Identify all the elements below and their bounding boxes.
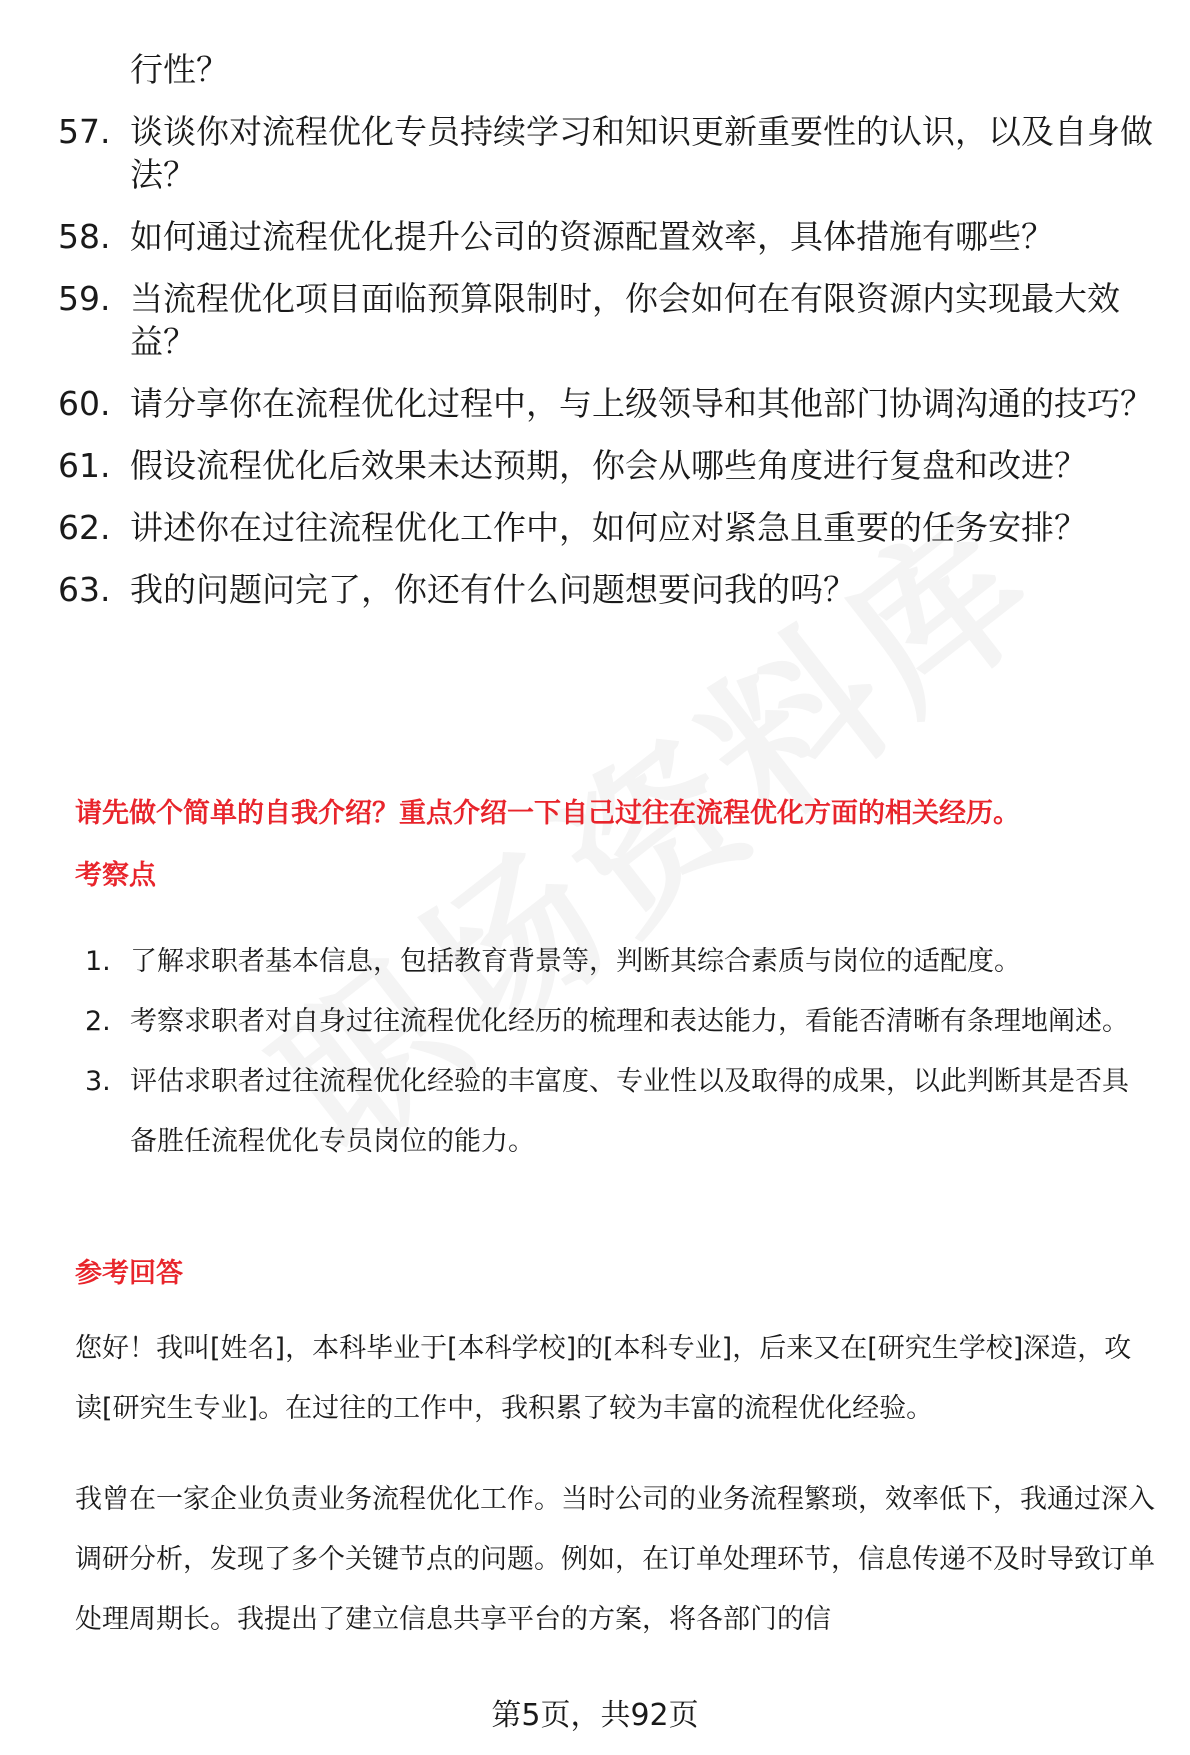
question-text: 当流程优化项目面临预算限制时，你会如何在有限资源内实现最大效益？: [130, 279, 1120, 361]
list-item: [58, 110, 1158, 196]
list-item: [85, 932, 1155, 992]
question-text: 假设流程优化后效果未达预期，你会从哪些角度进行复盘和改进？: [130, 446, 1087, 485]
points-list: [85, 932, 1155, 1172]
question-list: [58, 48, 1158, 630]
question-text: 行性？: [130, 50, 229, 89]
point-number: 2.: [85, 1006, 111, 1037]
question-text: 如何通过流程优化提升公司的资源配置效率，具体措施有哪些？: [130, 217, 1054, 256]
answer-paragraph: 我曾在一家企业负责业务流程优化工作。当时公司的业务流程繁琐，效率低下，我通过深入调研分析，发现了多个关键节点的问题。例如，在订单处理环节，信息传递不及时导致订单处理周期长。我提出了建立信息共享平台的方案，将各部门的信: [75, 1484, 1155, 1635]
list-item: [58, 382, 1158, 425]
list-item: [58, 444, 1158, 487]
question-text: 我的问题问完了，你还有什么问题想要问我的吗？: [130, 570, 856, 609]
list-item: [58, 48, 1158, 91]
question-number: 62.: [58, 508, 111, 547]
point-text: 考察求职者对自身过往流程优化经历的梳理和表达能力，看能否清晰有条理地阐述。: [130, 1006, 1129, 1037]
list-item: [85, 992, 1155, 1052]
answer-title: 参考回答: [75, 1258, 183, 1289]
list-item: [85, 1052, 1155, 1172]
list-item: [58, 215, 1158, 258]
question-number: 61.: [58, 446, 111, 485]
list-item: [58, 506, 1158, 549]
question-number: [58, 48, 130, 91]
point-number: 1.: [85, 946, 111, 977]
point-text: 评估求职者过往流程优化经验的丰富度、专业性以及取得的成果，以此判断其是否具备胜任流程优化专员岗位的能力。: [130, 1066, 1129, 1157]
page-footer: 第5页，共92页: [491, 1698, 699, 1733]
answer-paragraph: 您好！我叫[姓名]，本科毕业于[本科学校]的[本科专业]，后来又在[研究生学校]深造，攻读[研究生专业]。在过往的工作中，我积累了较为丰富的流程优化经验。: [75, 1333, 1132, 1424]
question-number: 60.: [58, 384, 111, 423]
question-number: 63.: [58, 570, 111, 609]
question-text: 请分享你在流程优化过程中，与上级领导和其他部门协调沟通的技巧？: [130, 384, 1153, 423]
points-title: 考察点: [75, 860, 156, 891]
section-title: 请先做个简单的自我介绍？重点介绍一下自己过往在流程优化方面的相关经历。: [75, 798, 1020, 829]
point-number: 3.: [85, 1066, 111, 1097]
list-item: [58, 568, 1158, 611]
question-number: 58.: [58, 217, 111, 256]
question-number: 59.: [58, 279, 111, 318]
point-text: 了解求职者基本信息，包括教育背景等，判断其综合素质与岗位的适配度。: [130, 946, 1021, 977]
question-number: 57.: [58, 112, 111, 151]
question-text: 谈谈你对流程优化专员持续学习和知识更新重要性的认识，以及自身做法？: [130, 112, 1153, 194]
list-item: [58, 277, 1158, 363]
question-text: 讲述你在过往流程优化工作中，如何应对紧急且重要的任务安排？: [130, 508, 1087, 547]
